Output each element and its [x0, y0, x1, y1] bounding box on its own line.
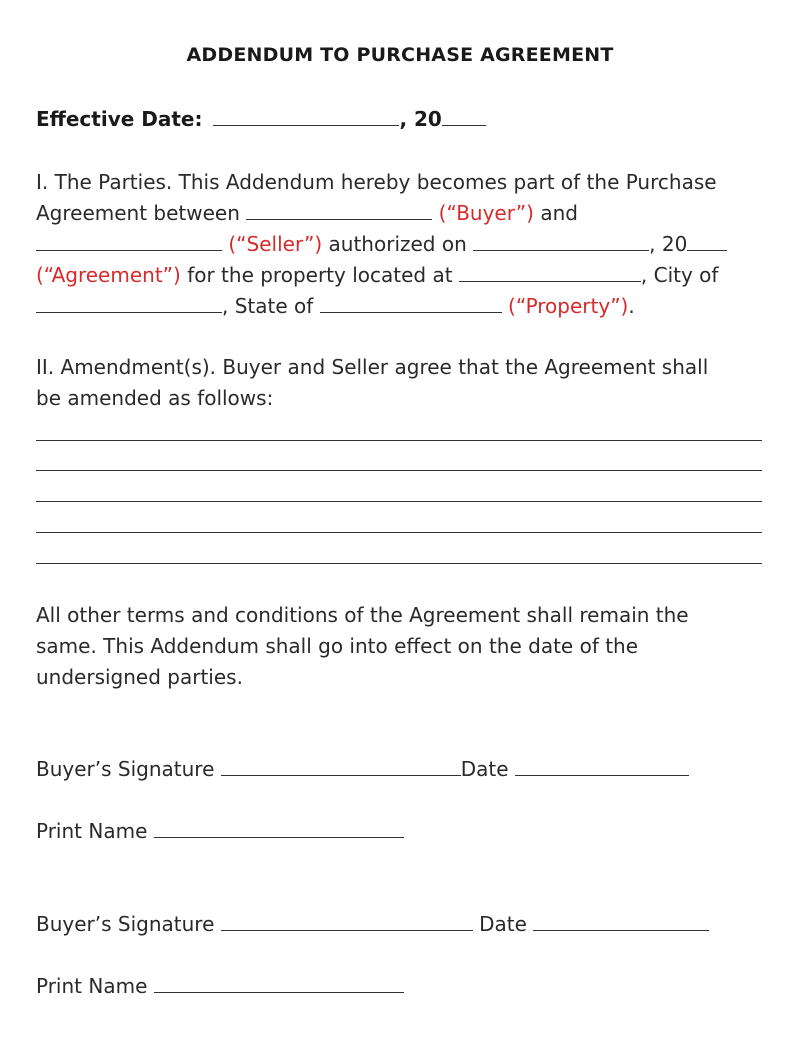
- print-name-blank-2[interactable]: [154, 974, 404, 993]
- parties-text: Agreement between: [36, 201, 240, 225]
- print-name-row-1: [36, 819, 404, 843]
- effective-year-prefix: , 20: [399, 107, 442, 131]
- date-blank-1[interactable]: [515, 757, 689, 776]
- parties-text: , State of: [222, 294, 314, 318]
- authorized-year-blank[interactable]: [687, 232, 727, 251]
- agreement-tag: (“Agreement”): [36, 263, 181, 287]
- effective-date-label: Effective Date:: [36, 107, 203, 131]
- buyer-signature-label: Buyer’s Signature: [36, 912, 215, 936]
- parties-line-4: [36, 260, 718, 291]
- parties-line-1: I. The Parties. This Addendum hereby becomes part of the Purchase: [36, 170, 717, 194]
- print-name-row-2: [36, 974, 404, 998]
- closing-line-1: All other terms and conditions of the Agreement shall remain the: [36, 603, 689, 627]
- print-name-label: Print Name: [36, 974, 148, 998]
- parties-text: , City of: [640, 263, 719, 287]
- city-blank[interactable]: [36, 294, 222, 313]
- signature-row-2: [36, 912, 709, 936]
- amendment-blank-line[interactable]: [36, 532, 762, 533]
- amendment-line-1: II. Amendment(s). Buyer and Seller agree that the Agreement shall: [36, 355, 709, 379]
- authorized-date-blank[interactable]: [473, 232, 649, 251]
- parties-text: and: [540, 201, 578, 225]
- parties-line-5: [36, 291, 635, 322]
- amendment-blank-line[interactable]: [36, 501, 762, 502]
- print-name-blank-1[interactable]: [154, 819, 404, 838]
- state-blank[interactable]: [320, 294, 502, 313]
- date-label: Date: [460, 757, 509, 781]
- buyer-name-blank[interactable]: [246, 201, 432, 220]
- closing-line-2: same. This Addendum shall go into effect on the date of the: [36, 634, 639, 658]
- parties-line-2: [36, 198, 578, 229]
- buyer-signature-blank-2[interactable]: [221, 912, 473, 931]
- property-address-blank[interactable]: [459, 263, 641, 282]
- seller-name-blank[interactable]: [36, 232, 222, 251]
- print-name-label: Print Name: [36, 819, 148, 843]
- parties-text: authorized on: [328, 232, 467, 256]
- parties-text: for the property located at: [187, 263, 453, 287]
- parties-text: , 20: [649, 232, 688, 256]
- effective-year-blank[interactable]: [442, 107, 486, 126]
- date-label: Date: [479, 912, 527, 936]
- parties-line-3: [36, 229, 727, 260]
- amendment-line-2: be amended as follows:: [36, 386, 274, 410]
- closing-line-3: undersigned parties.: [36, 665, 243, 689]
- parties-text: .: [628, 294, 635, 318]
- amendment-blank-line[interactable]: [36, 440, 762, 441]
- buyer-signature-blank-1[interactable]: [221, 757, 461, 776]
- seller-tag: (“Seller”): [228, 232, 323, 256]
- document-title: ADDENDUM TO PURCHASE AGREEMENT: [186, 44, 614, 66]
- date-blank-2[interactable]: [533, 912, 709, 931]
- amendment-blank-line[interactable]: [36, 470, 762, 471]
- effective-date-blank[interactable]: [213, 107, 399, 126]
- signature-row-1: [36, 757, 689, 781]
- buyer-tag: (“Buyer”): [438, 201, 534, 225]
- property-tag: (“Property”): [508, 294, 629, 318]
- buyer-signature-label: Buyer’s Signature: [36, 757, 215, 781]
- effective-date-line: [36, 107, 486, 131]
- amendment-blank-line[interactable]: [36, 563, 762, 564]
